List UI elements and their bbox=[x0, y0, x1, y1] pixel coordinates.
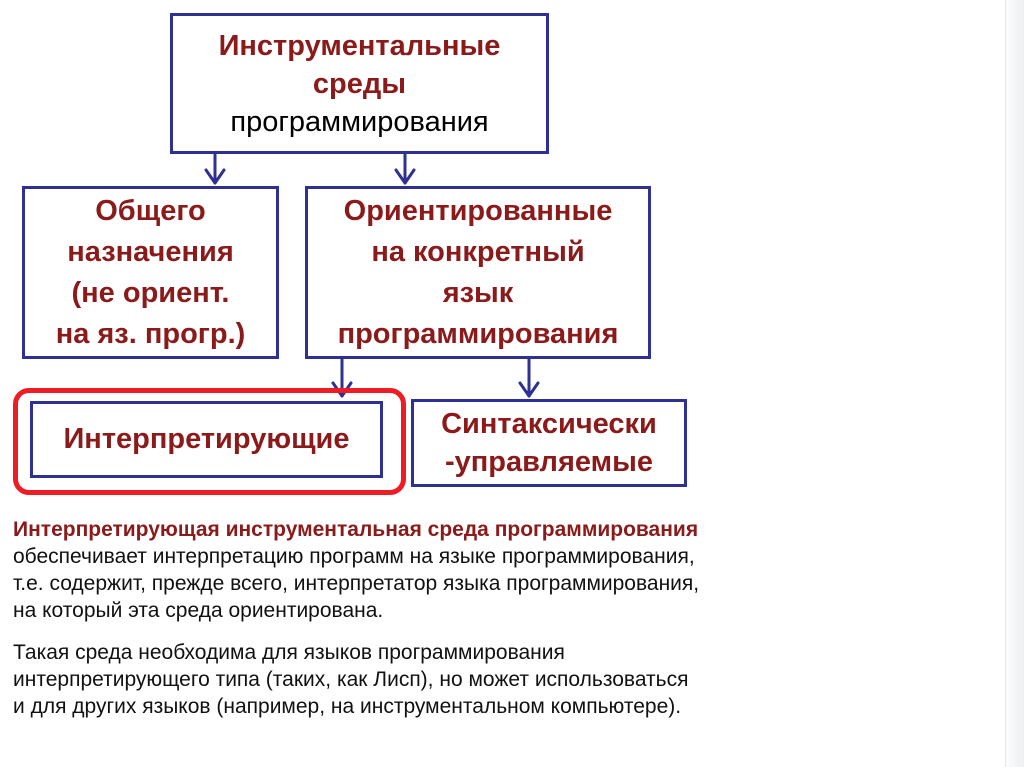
node-general-purpose-label: Общего назначения (не ориент. на яз. прогр.) bbox=[55, 194, 246, 350]
description-paragraph-1 bbox=[13, 516, 873, 624]
root-node-line-2: среды bbox=[312, 67, 407, 100]
arrow-oriented-to-syntax bbox=[520, 359, 538, 396]
description-paragraph-2: Такая среда необходима для языков программирования интерпретирующего типа (таких, как Лисп), но может использоваться и для других языков (например, на инструментальном компьютере). bbox=[13, 641, 689, 718]
arrow-root-to-oriented bbox=[396, 154, 414, 183]
node-language-oriented-label: Ориентированные на конкретный язык программирования bbox=[337, 194, 619, 350]
description-text bbox=[13, 516, 873, 735]
description-paragraph-1-body: обеспечивает интерпретацию программ на языке программирования, т.е. содержит, прежде всего, интерпретатор языка программирования, на который эта среда ориентирована. bbox=[13, 545, 700, 622]
root-node-instrumental-environments bbox=[170, 13, 549, 154]
node-language-oriented bbox=[305, 186, 651, 359]
description-lead: Интерпретирующая инструментальная среда программирования bbox=[13, 518, 699, 541]
node-syntax-driven bbox=[411, 399, 687, 487]
root-node-line-1: Инструментальные bbox=[218, 29, 501, 62]
node-syntax-driven-label: Синтаксически -управляемые bbox=[441, 408, 657, 478]
root-node-line-3: программирования bbox=[230, 105, 489, 138]
arrow-root-to-general bbox=[206, 154, 224, 183]
node-interpreting bbox=[30, 401, 383, 478]
node-general-purpose bbox=[22, 186, 279, 359]
node-interpreting-label: Интерпретирующие bbox=[63, 423, 350, 455]
